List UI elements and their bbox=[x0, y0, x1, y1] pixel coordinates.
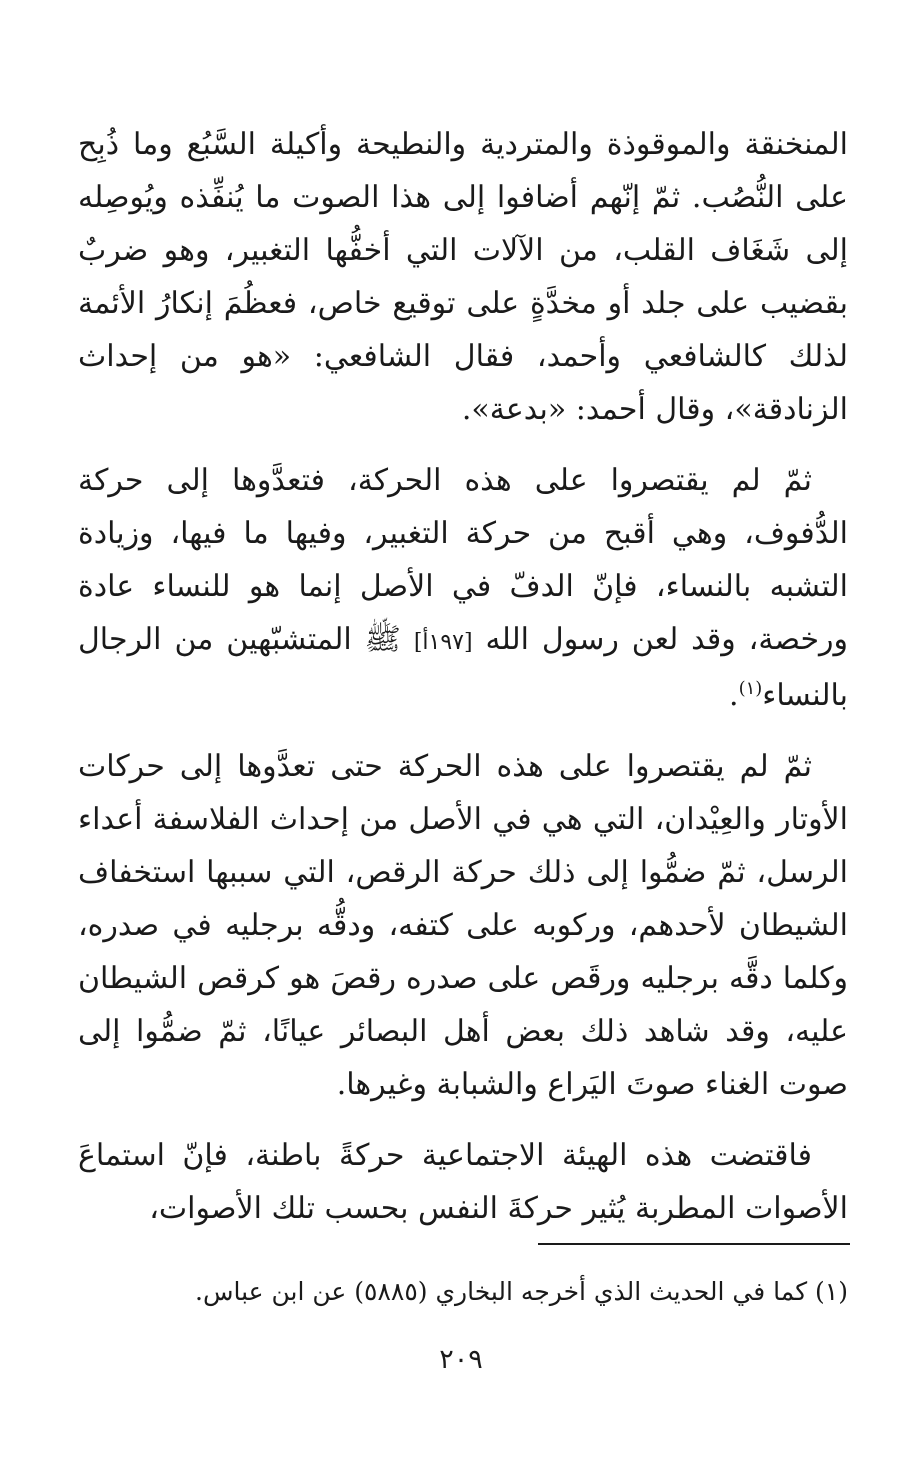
footnote-marker: (١) bbox=[738, 678, 763, 699]
footnote: (١) كما في الحديث الذي أخرجه البخاري (٥٨٨٥) عن ابن عباس. bbox=[195, 1277, 848, 1306]
paragraph-1: المنخنقة والموقوذة والمتردية والنطيحة وأكيلة السَّبُع وما ذُبِح على النُّصُب. ثمّ إنّهم أضافوا إلى هذا الصوت ما يُنفِّذه ويُوصِله إلى شَغَاف القلب، من الآلات التي أخفُّها التغبير، وهو ضربٌ بقضيب على جلد أو مخدَّةٍ على توقيع خاص، فعظُمَ إنكارُ الأئمة لذلك كالشافعي وأحمد، فقال الشافعي: «هو من إحداث الزنادقة»، وقال أحمد: «بدعة». bbox=[78, 127, 848, 427]
manuscript-folio-ref: [١٩٧أ] bbox=[413, 630, 473, 655]
paragraph-3: ثمّ لم يقتصروا على هذه الحركة حتى تعدَّوها إلى حركات الأوتار والعِيْدان، التي هي في الأصل من إحداث الفلاسفة أعداء الرسل، ثمّ ضمُّوا إلى ذلك حركة الرقص، التي سببها استخفاف الشيطان لأحدهم، وركوبه على كتفه، ودقُّه برجليه في صدره، وكلما دقَّه برجليه ورقَص على صدره رقصَ هو كرقص الشيطان عليه، وقد شاهد ذلك بعض أهل البصائر عيانًا، ثمّ ضمُّوا إلى صوت الغناء صوتَ اليَراع والشبابة وغيرها. bbox=[78, 749, 848, 1102]
paragraph-2: ثمّ لم يقتصروا على هذه الحركة، فتعدَّوها إلى حركة الدُّفوف، وهي أقبح من حركة التغبير، وفيها ما فيها، وزيادة التشبه بالنساء، فإنّ الدفّ في الأصل إنما هو للنساء عادة ورخصة، وقد لعن رسول الله [١٩٧أ] ﷺ المتشبّهين من الرجال بالنساء$^{(١)}$. bbox=[78, 463, 848, 713]
page-body bbox=[78, 118, 848, 1253]
paragraph-2-text-a: ثمّ لم يقتصروا على هذه الحركة، فتعدَّوها إلى حركة الدُّفوف، وهي أقبح من حركة التغبير، وفيها ما فيها، وزيادة التشبه بالنساء، فإنّ الدفّ في الأصل إنما هو للنساء عادة ورخصة، وقد لعن رسول الله bbox=[78, 463, 848, 657]
footnote-separator bbox=[538, 1243, 850, 1245]
paragraph-4: فاقتضت هذه الهيئة الاجتماعية حركةً باطنة، فإنّ استماعَ الأصوات المطربة يُثير حركةَ النفس بحسب تلك الأصوات، bbox=[78, 1138, 848, 1226]
paragraph-2-text-b: ﷺ المتشبّهين من الرجال بالنساء bbox=[78, 622, 848, 713]
page-number: ٢٠٩ bbox=[439, 1344, 483, 1375]
